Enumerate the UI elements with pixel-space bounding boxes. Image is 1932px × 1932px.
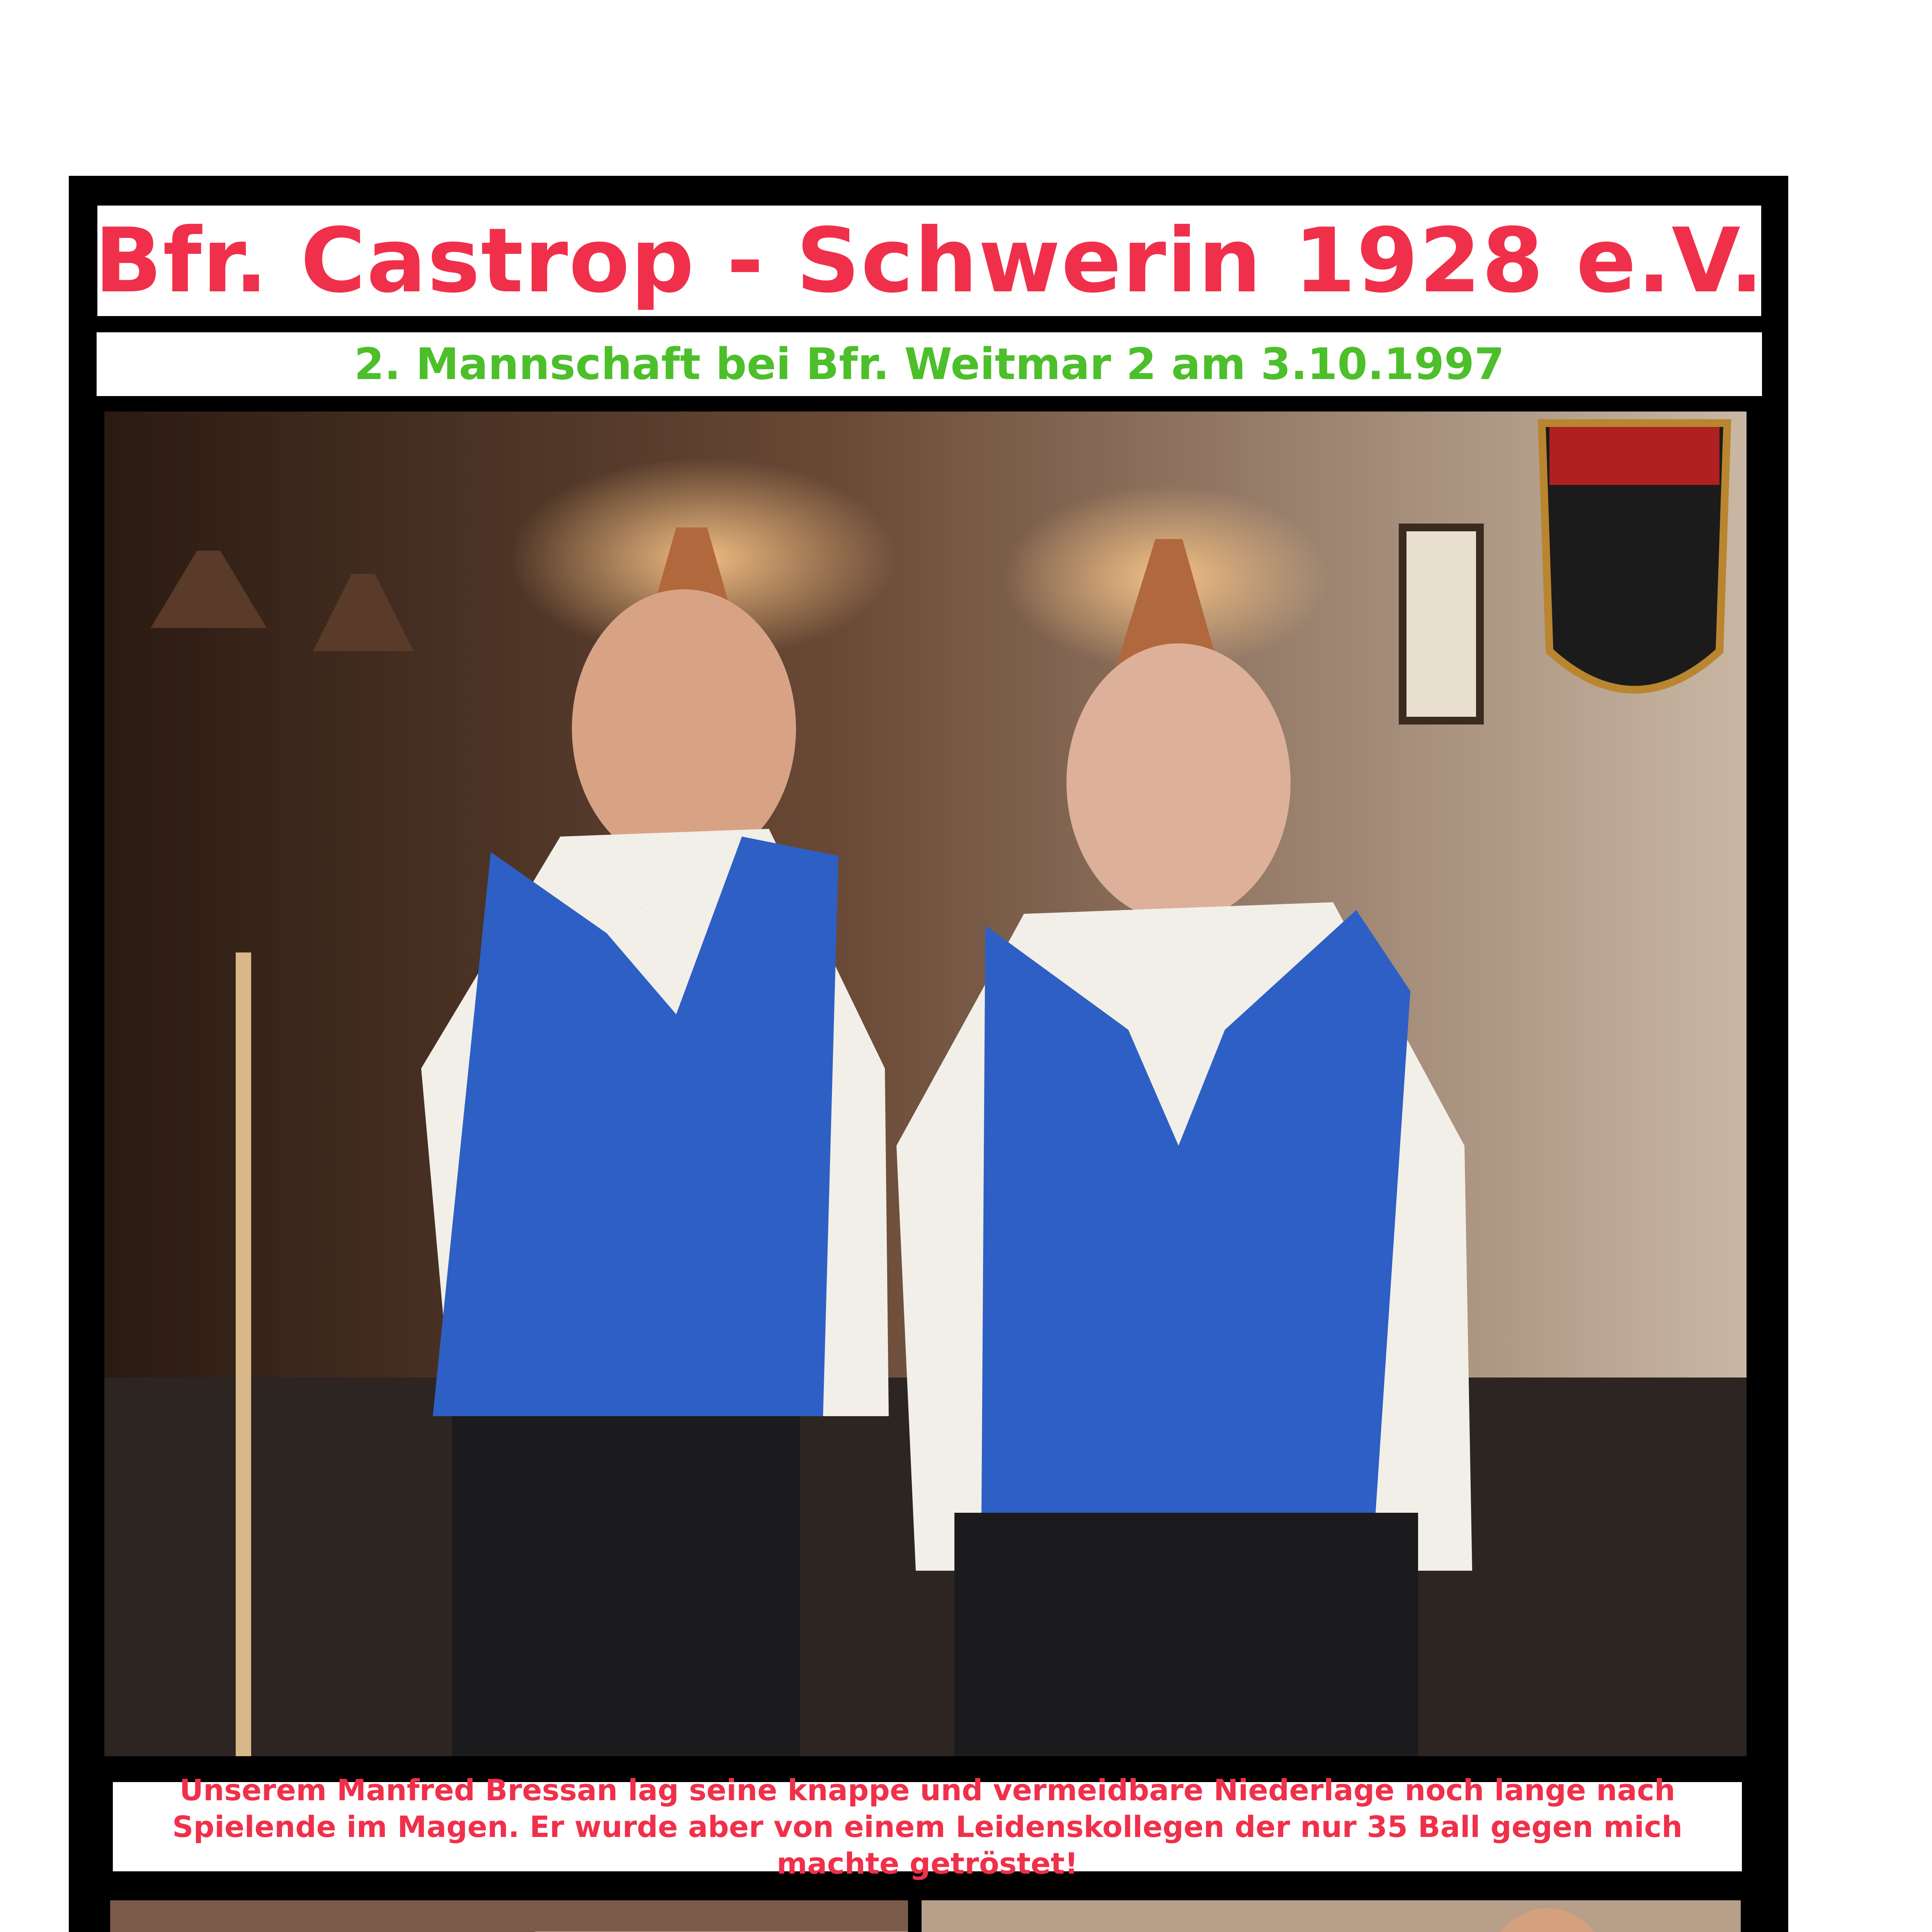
title-banner bbox=[93, 201, 1766, 321]
main-photo-caption bbox=[108, 1773, 1747, 1881]
bottom-left-photo bbox=[110, 1900, 908, 1932]
main-photo-caption-text: Unserem Manfred Bressan lag seine knappe und vermeidbare Niederlage noch lange nach Spielende im Magen. Er wurde aber von einem Leidenskollegen der nur 35 Ball gegen mich machte getröstet! bbox=[172, 1773, 1683, 1881]
club-title: Bfr. Castrop - Schwerin 1928 e.V. bbox=[94, 209, 1764, 313]
subtitle-banner bbox=[93, 328, 1766, 400]
event-subtitle: 2. Mannschaft bei Bfr. Weitmar 2 am 3.10.1997 bbox=[354, 339, 1505, 389]
bottom-right-photo bbox=[922, 1900, 1741, 1932]
main-photo bbox=[104, 412, 1747, 1756]
